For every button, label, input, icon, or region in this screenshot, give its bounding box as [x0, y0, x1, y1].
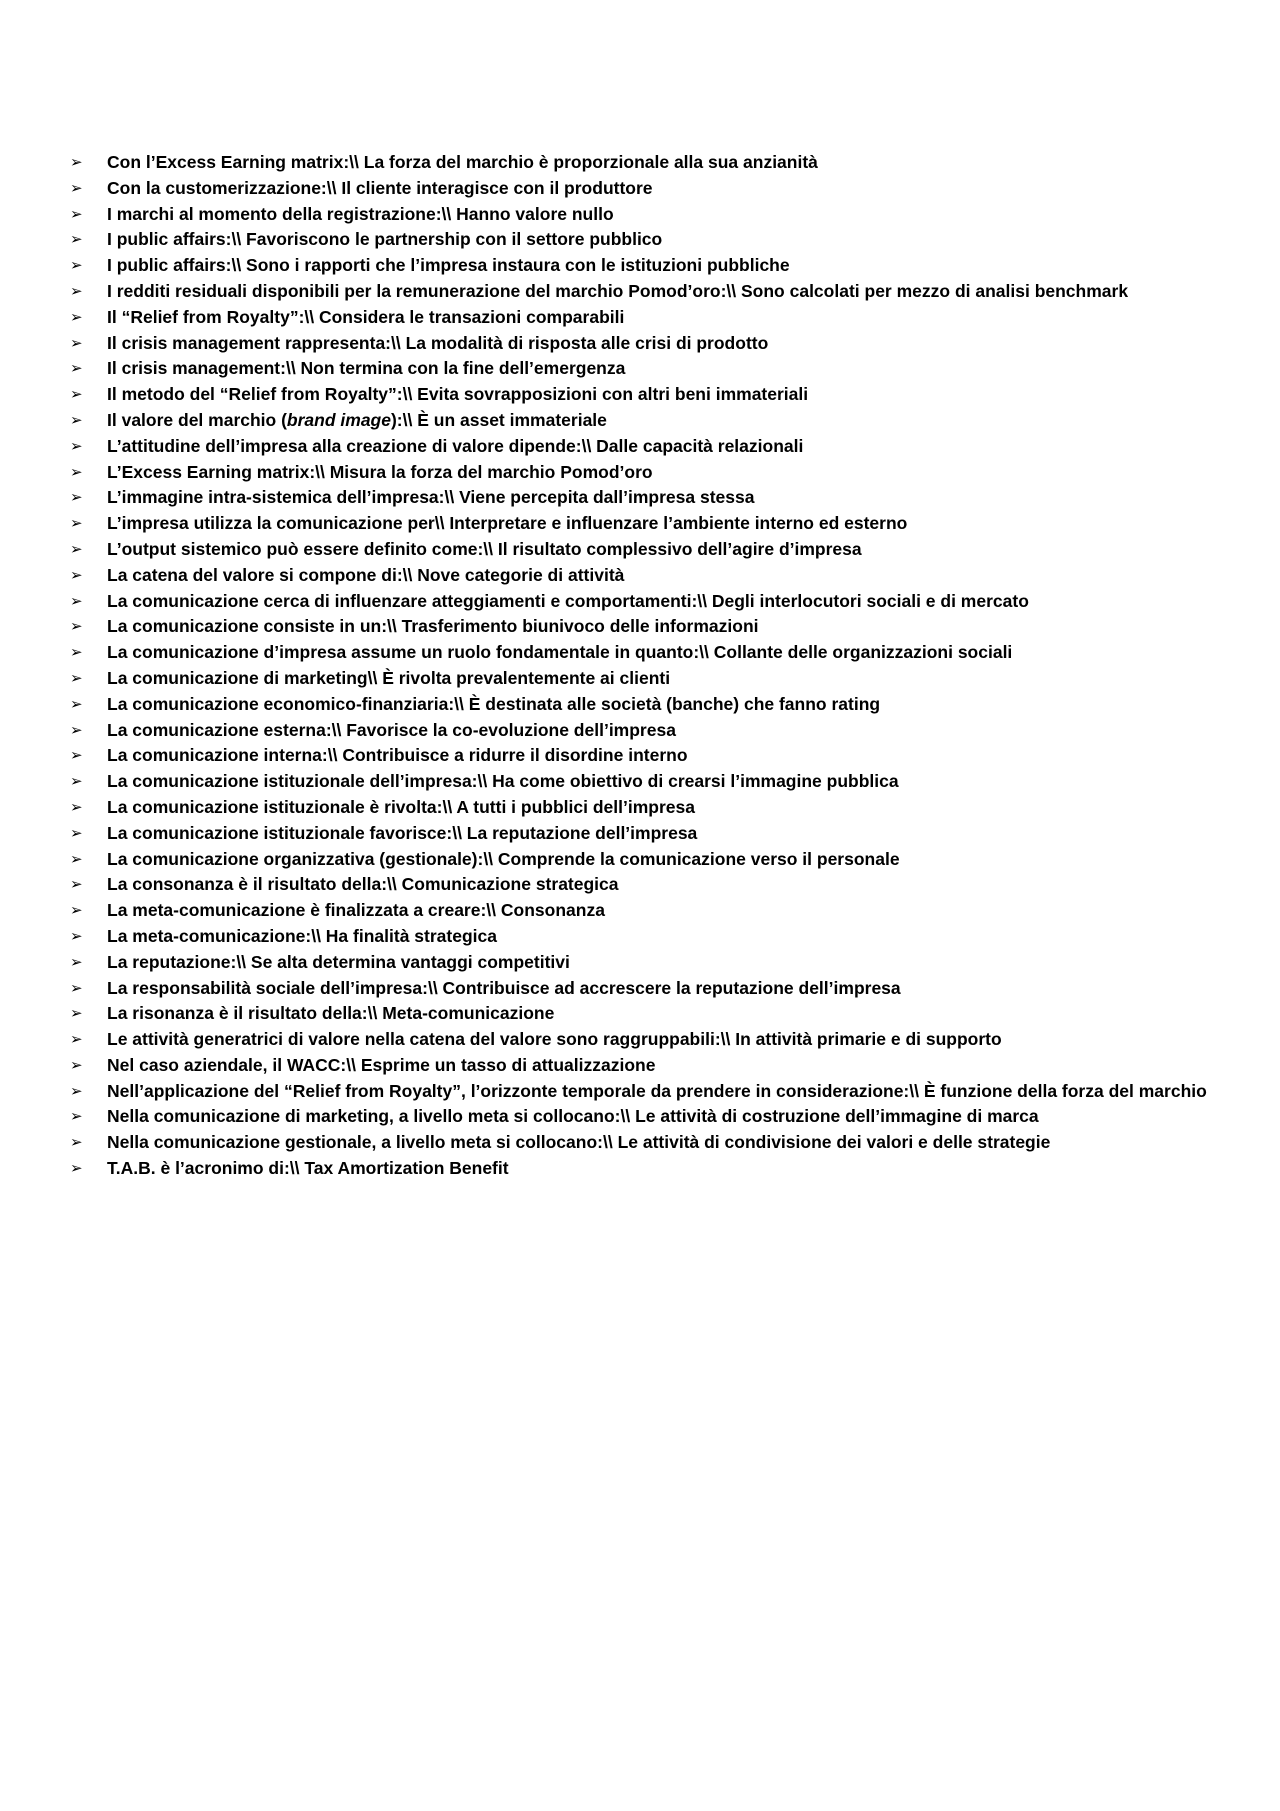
arrowhead-bullet-icon: ➢: [70, 514, 83, 533]
arrowhead-bullet-icon: ➢: [70, 436, 83, 455]
list-item: [70, 434, 1210, 460]
list-item-text: I public affairs:\\ Sono i rapporti che l’impresa instaura con le istituzioni pubbliche: [107, 255, 790, 276]
arrowhead-bullet-icon: ➢: [70, 823, 83, 842]
list-item-text-part: ):\\ È un asset immateriale: [390, 409, 607, 430]
list-item-text: L’immagine intra-sistemica dell’impresa:\\ Viene percepita dall’impresa stessa: [107, 487, 755, 508]
list-item-text: L’output sistemico può essere definito come:\\ Il risultato complessivo dell’agire d’impresa: [107, 538, 862, 559]
list-item: [70, 718, 1210, 744]
arrowhead-bullet-icon: ➢: [70, 1004, 83, 1023]
arrowhead-bullet-icon: ➢: [70, 359, 83, 378]
list-item-text: La meta-comunicazione:\\ Ha finalità strategica: [107, 925, 497, 946]
list-item-text: La catena del valore si compone di:\\ Nove categorie di attività: [107, 564, 625, 585]
list-item-text: Le attività generatrici di valore nella catena del valore sono raggruppabili:\\ In attività primarie e di supporto: [107, 1029, 1002, 1050]
list-item: [70, 743, 1210, 769]
list-item-text: La comunicazione istituzionale è rivolta:\\ A tutti i pubblici dell’impresa: [107, 796, 695, 817]
list-item: [70, 331, 1210, 357]
list-item-text: La comunicazione economico-finanziaria:\\ È destinata alle società (banche) che fanno rating: [107, 693, 881, 714]
list-item-text: La reputazione:\\ Se alta determina vantaggi competitivi: [107, 951, 570, 972]
list-item: [70, 150, 1210, 176]
list-item: [70, 872, 1210, 898]
list-item-text: La meta-comunicazione è finalizzata a creare:\\ Consonanza: [107, 900, 605, 921]
list-item-text: La comunicazione consiste in un:\\ Trasferimento biunivoco delle informazioni: [107, 616, 759, 637]
list-item-text-italic: brand image: [286, 409, 391, 430]
list-item: [70, 485, 1210, 511]
arrowhead-bullet-icon: ➢: [70, 797, 83, 816]
arrowhead-bullet-icon: ➢: [70, 1107, 83, 1126]
list-item: [70, 356, 1210, 382]
list-item: [70, 640, 1210, 666]
list-item: [70, 563, 1210, 589]
arrowhead-bullet-icon: ➢: [70, 256, 83, 275]
arrowhead-bullet-icon: ➢: [70, 153, 83, 171]
arrowhead-bullet-icon: ➢: [70, 488, 83, 507]
list-item: [70, 305, 1210, 331]
arrowhead-bullet-icon: ➢: [70, 333, 83, 352]
list-item: [70, 692, 1210, 718]
arrowhead-bullet-icon: ➢: [70, 952, 83, 971]
list-item-text: Nel caso aziendale, il WACC:\\ Esprime un tasso di attualizzazione: [107, 1054, 656, 1075]
list-item-text: Nella comunicazione di marketing, a livello meta si collocano:\\ Le attività di costruzione dell’immagine di marca: [107, 1106, 1039, 1127]
list-item: [70, 924, 1210, 950]
list-item-text: L’impresa utilizza la comunicazione per\\ Interpretare e influenzare l’ambiente interno ed esterno: [107, 513, 908, 534]
question-answer-list: [70, 150, 1210, 1182]
list-item: [70, 769, 1210, 795]
arrowhead-bullet-icon: ➢: [70, 1030, 83, 1049]
list-item-text: La comunicazione cerca di influenzare atteggiamenti e comportamenti:\\ Degli interlocutori sociali e di mercato: [107, 590, 1029, 611]
list-item: [70, 1130, 1210, 1156]
list-item-text: La comunicazione d’impresa assume un ruolo fondamentale in quanto:\\ Collante delle organizzazioni sociali: [107, 642, 1013, 663]
list-item: [70, 614, 1210, 640]
list-item-text-part: Il valore del marchio (: [107, 409, 287, 430]
arrowhead-bullet-icon: ➢: [70, 462, 83, 481]
list-item: [70, 253, 1210, 279]
list-item: [70, 460, 1210, 486]
list-item-text: La comunicazione organizzativa (gestionale):\\ Comprende la comunicazione verso il personale: [107, 848, 900, 869]
list-item: [70, 950, 1210, 976]
arrowhead-bullet-icon: ➢: [70, 875, 83, 894]
list-item: [70, 847, 1210, 873]
arrowhead-bullet-icon: ➢: [70, 901, 83, 920]
list-item: [70, 976, 1210, 1002]
list-item: [70, 666, 1210, 692]
list-item-text: I marchi al momento della registrazione:\\ Hanno valore nullo: [107, 203, 614, 224]
list-item-text: La comunicazione interna:\\ Contribuisce a ridurre il disordine interno: [107, 745, 688, 766]
arrowhead-bullet-icon: ➢: [70, 849, 83, 868]
list-item: [70, 408, 1210, 434]
arrowhead-bullet-icon: ➢: [70, 926, 83, 945]
arrowhead-bullet-icon: ➢: [70, 385, 83, 404]
list-item-text: [107, 410, 607, 430]
arrowhead-bullet-icon: ➢: [70, 1081, 83, 1100]
list-item: [70, 382, 1210, 408]
arrowhead-bullet-icon: ➢: [70, 617, 83, 636]
arrowhead-bullet-icon: ➢: [70, 281, 83, 300]
arrowhead-bullet-icon: ➢: [70, 1055, 83, 1074]
arrowhead-bullet-icon: ➢: [70, 1159, 83, 1178]
list-item: [70, 511, 1210, 537]
list-item-text: Nella comunicazione gestionale, a livello meta si collocano:\\ Le attività di condivisione dei valori e delle strategie: [107, 1132, 1051, 1153]
list-item: [70, 202, 1210, 228]
list-item-text: Nell’applicazione del “Relief from Royalty”, l’orizzonte temporale da prendere in considerazione:\\ È funzione della forza del marchio: [107, 1080, 1207, 1101]
arrowhead-bullet-icon: ➢: [70, 204, 83, 223]
list-item-text: Il crisis management rappresenta:\\ La modalità di risposta alle crisi di prodotto: [107, 332, 769, 353]
list-item: [70, 589, 1210, 615]
list-item-text: La comunicazione istituzionale favorisce:\\ La reputazione dell’impresa: [107, 822, 698, 843]
arrowhead-bullet-icon: ➢: [70, 720, 83, 739]
list-item: [70, 1156, 1210, 1182]
list-item-text: La risonanza è il risultato della:\\ Meta-comunicazione: [107, 1003, 555, 1024]
arrowhead-bullet-icon: ➢: [70, 410, 83, 429]
arrowhead-bullet-icon: ➢: [70, 307, 83, 326]
list-item-text: L’attitudine dell’impresa alla creazione di valore dipende:\\ Dalle capacità relazionali: [107, 435, 804, 456]
arrowhead-bullet-icon: ➢: [70, 539, 83, 558]
list-item-text: Il crisis management:\\ Non termina con la fine dell’emergenza: [107, 358, 626, 379]
arrowhead-bullet-icon: ➢: [70, 668, 83, 687]
list-item-text: Con l’Excess Earning matrix:\\ La forza del marchio è proporzionale alla sua anzianità: [107, 152, 818, 172]
list-item-text: L’Excess Earning matrix:\\ Misura la forza del marchio Pomod’oro: [107, 461, 653, 482]
list-item-text: I public affairs:\\ Favoriscono le partnership con il settore pubblico: [107, 229, 663, 250]
list-item-text: Il metodo del “Relief from Royalty”:\\ Evita sovrapposizioni con altri beni immateriali: [107, 384, 809, 405]
list-item-text: La consonanza è il risultato della:\\ Comunicazione strategica: [107, 874, 619, 895]
list-item-text: Il “Relief from Royalty”:\\ Considera le transazioni comparabili: [107, 306, 625, 327]
list-item-text: La comunicazione di marketing\\ È rivolta prevalentemente ai clienti: [107, 667, 671, 688]
list-item-text: La responsabilità sociale dell’impresa:\\ Contribuisce ad accrescere la reputazione dell’impresa: [107, 977, 901, 998]
list-item: [70, 1001, 1210, 1027]
list-item-text: La comunicazione esterna:\\ Favorisce la co-evoluzione dell’impresa: [107, 719, 676, 740]
arrowhead-bullet-icon: ➢: [70, 694, 83, 713]
arrowhead-bullet-icon: ➢: [70, 591, 83, 610]
list-item: [70, 176, 1210, 202]
arrowhead-bullet-icon: ➢: [70, 230, 83, 249]
arrowhead-bullet-icon: ➢: [70, 772, 83, 791]
list-item: [70, 537, 1210, 563]
arrowhead-bullet-icon: ➢: [70, 565, 83, 584]
list-item: [70, 795, 1210, 821]
list-item: [70, 1104, 1210, 1130]
list-item-text: I redditi residuali disponibili per la remunerazione del marchio Pomod’oro:\\ Sono calcolati per mezzo di analisi benchmark: [107, 280, 1129, 301]
arrowhead-bullet-icon: ➢: [70, 643, 83, 662]
arrowhead-bullet-icon: ➢: [70, 178, 83, 197]
list-item-text: T.A.B. è l’acronimo di:\\ Tax Amortization Benefit: [107, 1158, 509, 1179]
list-item: [70, 279, 1210, 305]
arrowhead-bullet-icon: ➢: [70, 1133, 83, 1152]
arrowhead-bullet-icon: ➢: [70, 978, 83, 997]
list-item: [70, 1027, 1210, 1053]
list-item-text: Con la customerizzazione:\\ Il cliente interagisce con il produttore: [107, 177, 653, 198]
arrowhead-bullet-icon: ➢: [70, 746, 83, 765]
list-item: [70, 821, 1210, 847]
list-item-text: La comunicazione istituzionale dell’impresa:\\ Ha come obiettivo di crearsi l’immagine pubblica: [107, 771, 899, 792]
list-item: [70, 1079, 1210, 1105]
list-item: [70, 898, 1210, 924]
list-item: [70, 227, 1210, 253]
list-item: [70, 1053, 1210, 1079]
